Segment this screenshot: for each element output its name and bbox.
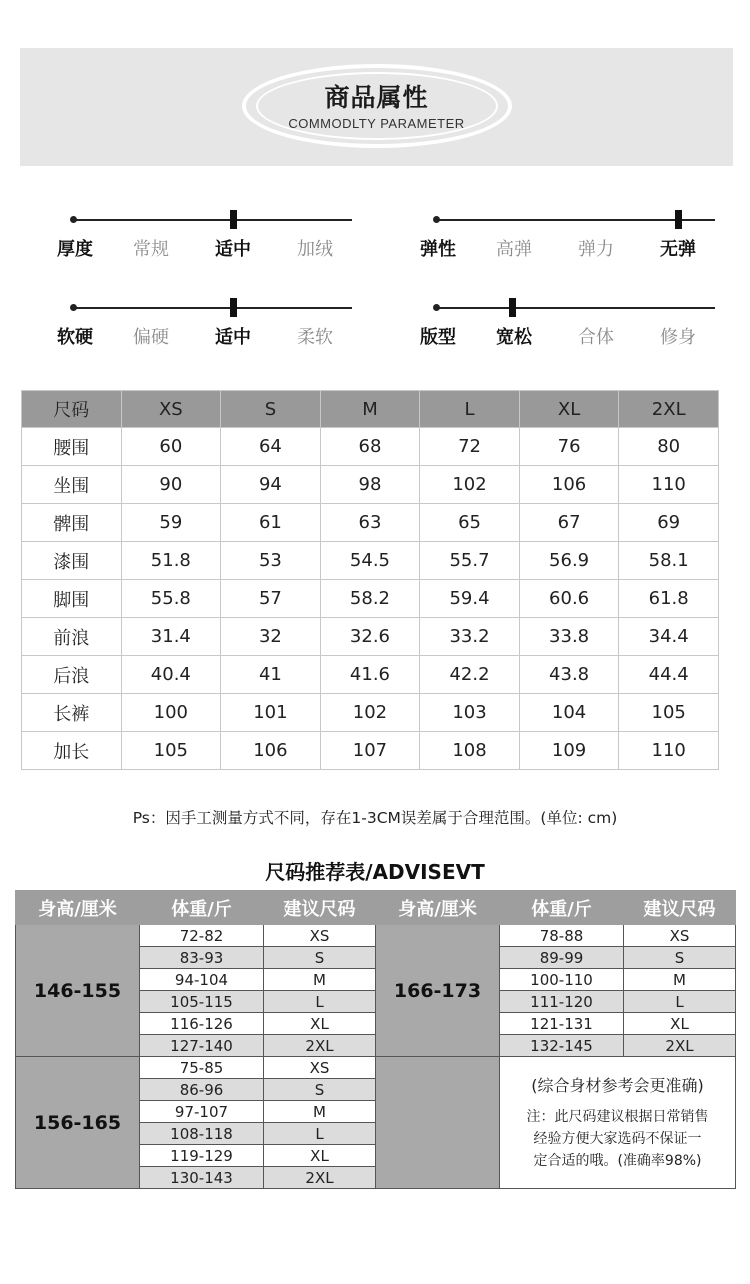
table-cell: 108 bbox=[420, 732, 520, 770]
weight-cell: 111-120 bbox=[500, 991, 624, 1013]
table-cell: 102 bbox=[420, 466, 520, 504]
table-cell: 55.7 bbox=[420, 542, 520, 580]
param-name: 版型 bbox=[420, 327, 456, 348]
weight-cell: 105-115 bbox=[140, 991, 264, 1013]
param-option-selected: 适中 bbox=[215, 239, 251, 260]
table-cell: 59.4 bbox=[420, 580, 520, 618]
table-cell: 33.8 bbox=[519, 618, 619, 656]
weight-cell: 86-96 bbox=[140, 1079, 264, 1101]
table-cell: 101 bbox=[221, 694, 321, 732]
note-line: 注：此尺码建议根据日常销售 bbox=[526, 1109, 709, 1125]
table-row bbox=[22, 580, 719, 618]
recommend-note bbox=[500, 1057, 736, 1189]
size-cell: L bbox=[624, 991, 736, 1013]
slider-marker bbox=[230, 298, 237, 317]
table-cell: 58.2 bbox=[320, 580, 420, 618]
table-cell: 40.4 bbox=[121, 656, 221, 694]
weight-cell: 119-129 bbox=[140, 1145, 264, 1167]
weight-cell: 127-140 bbox=[140, 1035, 264, 1057]
table-row bbox=[22, 732, 719, 770]
weight-cell: 72-82 bbox=[140, 925, 264, 947]
param-option: 高弹 bbox=[496, 239, 532, 260]
header-cell: M bbox=[320, 391, 420, 428]
size-cell: XL bbox=[624, 1013, 736, 1035]
height-range: 166-173 bbox=[376, 925, 500, 1057]
table-cell: 59 bbox=[121, 504, 221, 542]
table-cell: 110 bbox=[619, 466, 719, 504]
slider-marker bbox=[509, 298, 516, 317]
size-cell: M bbox=[264, 969, 376, 991]
weight-cell: 108-118 bbox=[140, 1123, 264, 1145]
table-cell: 68 bbox=[320, 428, 420, 466]
size-cell: XL bbox=[264, 1013, 376, 1035]
table-cell: 110 bbox=[619, 732, 719, 770]
table-cell: 103 bbox=[420, 694, 520, 732]
size-table bbox=[21, 390, 719, 770]
table-cell: 90 bbox=[121, 466, 221, 504]
table-row bbox=[22, 504, 719, 542]
param-option-selected: 无弹 bbox=[660, 239, 696, 260]
table-cell: 60.6 bbox=[519, 580, 619, 618]
table-cell: 106 bbox=[221, 732, 321, 770]
table-cell: 63 bbox=[320, 504, 420, 542]
table-cell: 60 bbox=[121, 428, 221, 466]
table-cell: 54.5 bbox=[320, 542, 420, 580]
table-cell: 58.1 bbox=[619, 542, 719, 580]
weight-cell: 116-126 bbox=[140, 1013, 264, 1035]
table-cell: 100 bbox=[121, 694, 221, 732]
table-cell: 106 bbox=[519, 466, 619, 504]
table-cell: 57 bbox=[221, 580, 321, 618]
size-cell: 2XL bbox=[624, 1035, 736, 1057]
param-option: 偏硬 bbox=[133, 327, 169, 348]
size-cell: XS bbox=[624, 925, 736, 947]
page-title: 商品属性 bbox=[324, 83, 429, 112]
table-cell: 56.9 bbox=[519, 542, 619, 580]
param-softness bbox=[55, 290, 355, 350]
table-row bbox=[22, 694, 719, 732]
param-name: 弹性 bbox=[420, 239, 456, 260]
slider-line bbox=[437, 307, 715, 309]
weight-cell: 100-110 bbox=[500, 969, 624, 991]
header-cell: 身高/厘米 bbox=[376, 891, 500, 925]
row-label: 腰围 bbox=[22, 428, 122, 466]
table-cell: 31.4 bbox=[121, 618, 221, 656]
table-cell: 51.8 bbox=[121, 542, 221, 580]
param-option-selected: 宽松 bbox=[496, 327, 532, 348]
weight-cell: 78-88 bbox=[500, 925, 624, 947]
table-cell: 67 bbox=[519, 504, 619, 542]
size-cell: XS bbox=[264, 1057, 376, 1079]
table-cell: 61 bbox=[221, 504, 321, 542]
size-cell: M bbox=[624, 969, 736, 991]
param-name: 软硬 bbox=[57, 327, 93, 348]
measurement-note: Ps：因手工测量方式不同，存在1-3CM误差属于合理范围。(单位: cm) bbox=[132, 809, 618, 827]
table-cell: 33.2 bbox=[420, 618, 520, 656]
param-fit bbox=[418, 290, 718, 350]
size-cell: 2XL bbox=[264, 1167, 376, 1189]
table-row bbox=[22, 428, 719, 466]
table-cell: 61.8 bbox=[619, 580, 719, 618]
header-cell: 尺码 bbox=[22, 391, 122, 428]
param-option: 柔软 bbox=[297, 327, 333, 348]
table-cell: 102 bbox=[320, 694, 420, 732]
param-thickness bbox=[55, 202, 355, 262]
header-cell: XL bbox=[519, 391, 619, 428]
row-label: 坐围 bbox=[22, 466, 122, 504]
height-range: 156-165 bbox=[16, 1057, 140, 1189]
table-cell: 107 bbox=[320, 732, 420, 770]
recommend-table-header bbox=[16, 891, 736, 925]
size-cell: XS bbox=[264, 925, 376, 947]
weight-cell: 75-85 bbox=[140, 1057, 264, 1079]
header-cell: L bbox=[420, 391, 520, 428]
size-table-header bbox=[22, 391, 719, 428]
header-cell: 体重/斤 bbox=[140, 891, 264, 925]
table-row bbox=[22, 656, 719, 694]
slider-marker bbox=[675, 210, 682, 229]
table-cell: 34.4 bbox=[619, 618, 719, 656]
size-cell: 2XL bbox=[264, 1035, 376, 1057]
weight-cell: 121-131 bbox=[500, 1013, 624, 1035]
row-label: 前浪 bbox=[22, 618, 122, 656]
param-option: 常规 bbox=[133, 239, 169, 260]
table-row bbox=[22, 466, 719, 504]
size-cell: S bbox=[264, 1079, 376, 1101]
table-cell: 65 bbox=[420, 504, 520, 542]
recommend-table bbox=[15, 890, 736, 1189]
weight-cell: 94-104 bbox=[140, 969, 264, 991]
recommend-note-box bbox=[500, 1073, 735, 1172]
table-cell: 43.8 bbox=[519, 656, 619, 694]
size-cell: S bbox=[624, 947, 736, 969]
row-label: 长裤 bbox=[22, 694, 122, 732]
table-cell: 32 bbox=[221, 618, 321, 656]
page-subtitle: COMMODLTY PARAMETER bbox=[288, 116, 465, 131]
table-cell: 105 bbox=[619, 694, 719, 732]
table-cell: 94 bbox=[221, 466, 321, 504]
row-label: 后浪 bbox=[22, 656, 122, 694]
weight-cell: 83-93 bbox=[140, 947, 264, 969]
height-range: 146-155 bbox=[16, 925, 140, 1057]
table-cell: 53 bbox=[221, 542, 321, 580]
size-cell: M bbox=[264, 1101, 376, 1123]
row-label: 漆围 bbox=[22, 542, 122, 580]
row-label: 髀围 bbox=[22, 504, 122, 542]
weight-cell: 130-143 bbox=[140, 1167, 264, 1189]
note-title: (综合身材参考会更准确) bbox=[531, 1076, 704, 1095]
slider-line bbox=[74, 307, 352, 309]
note-line: 经验方便大家选码不保证一 bbox=[533, 1131, 702, 1147]
param-option: 修身 bbox=[660, 327, 696, 348]
table-cell: 41 bbox=[221, 656, 321, 694]
table-cell: 105 bbox=[121, 732, 221, 770]
table-row bbox=[22, 618, 719, 656]
note-line: 定合适的哦。(准确率98%) bbox=[533, 1153, 702, 1169]
header-banner bbox=[20, 48, 733, 166]
header-cell: 建议尺码 bbox=[264, 891, 376, 925]
header-cell: 2XL bbox=[619, 391, 719, 428]
weight-cell: 97-107 bbox=[140, 1101, 264, 1123]
table-cell: 44.4 bbox=[619, 656, 719, 694]
header-cell: 体重/斤 bbox=[500, 891, 624, 925]
table-cell: 41.6 bbox=[320, 656, 420, 694]
recommend-title: 尺码推荐表/ADVISEVT bbox=[265, 860, 485, 884]
param-option-selected: 适中 bbox=[215, 327, 251, 348]
weight-cell: 89-99 bbox=[500, 947, 624, 969]
table-cell: 69 bbox=[619, 504, 719, 542]
table-cell: 98 bbox=[320, 466, 420, 504]
param-option: 弹力 bbox=[578, 239, 614, 260]
table-cell: 72 bbox=[420, 428, 520, 466]
table-cell: 109 bbox=[519, 732, 619, 770]
param-name: 厚度 bbox=[57, 239, 93, 260]
table-cell: 76 bbox=[519, 428, 619, 466]
size-cell: L bbox=[264, 1123, 376, 1145]
row-label: 脚围 bbox=[22, 580, 122, 618]
size-cell: L bbox=[264, 991, 376, 1013]
table-row bbox=[16, 1057, 736, 1079]
table-cell: 104 bbox=[519, 694, 619, 732]
header-cell: XS bbox=[121, 391, 221, 428]
header-cell: S bbox=[221, 391, 321, 428]
slider-marker bbox=[230, 210, 237, 229]
table-row bbox=[16, 925, 736, 947]
slider-line bbox=[437, 219, 715, 221]
row-label: 加长 bbox=[22, 732, 122, 770]
param-option: 加绒 bbox=[297, 239, 333, 260]
empty-range-cell bbox=[376, 1057, 500, 1189]
slider-line bbox=[74, 219, 352, 221]
weight-cell: 132-145 bbox=[500, 1035, 624, 1057]
size-cell: S bbox=[264, 947, 376, 969]
table-cell: 42.2 bbox=[420, 656, 520, 694]
table-cell: 32.6 bbox=[320, 618, 420, 656]
param-option: 合体 bbox=[578, 327, 614, 348]
size-cell: XL bbox=[264, 1145, 376, 1167]
header-cell: 身高/厘米 bbox=[16, 891, 140, 925]
param-elasticity bbox=[418, 202, 718, 262]
table-row bbox=[22, 542, 719, 580]
table-cell: 64 bbox=[221, 428, 321, 466]
table-cell: 80 bbox=[619, 428, 719, 466]
header-cell: 建议尺码 bbox=[624, 891, 736, 925]
table-cell: 55.8 bbox=[121, 580, 221, 618]
